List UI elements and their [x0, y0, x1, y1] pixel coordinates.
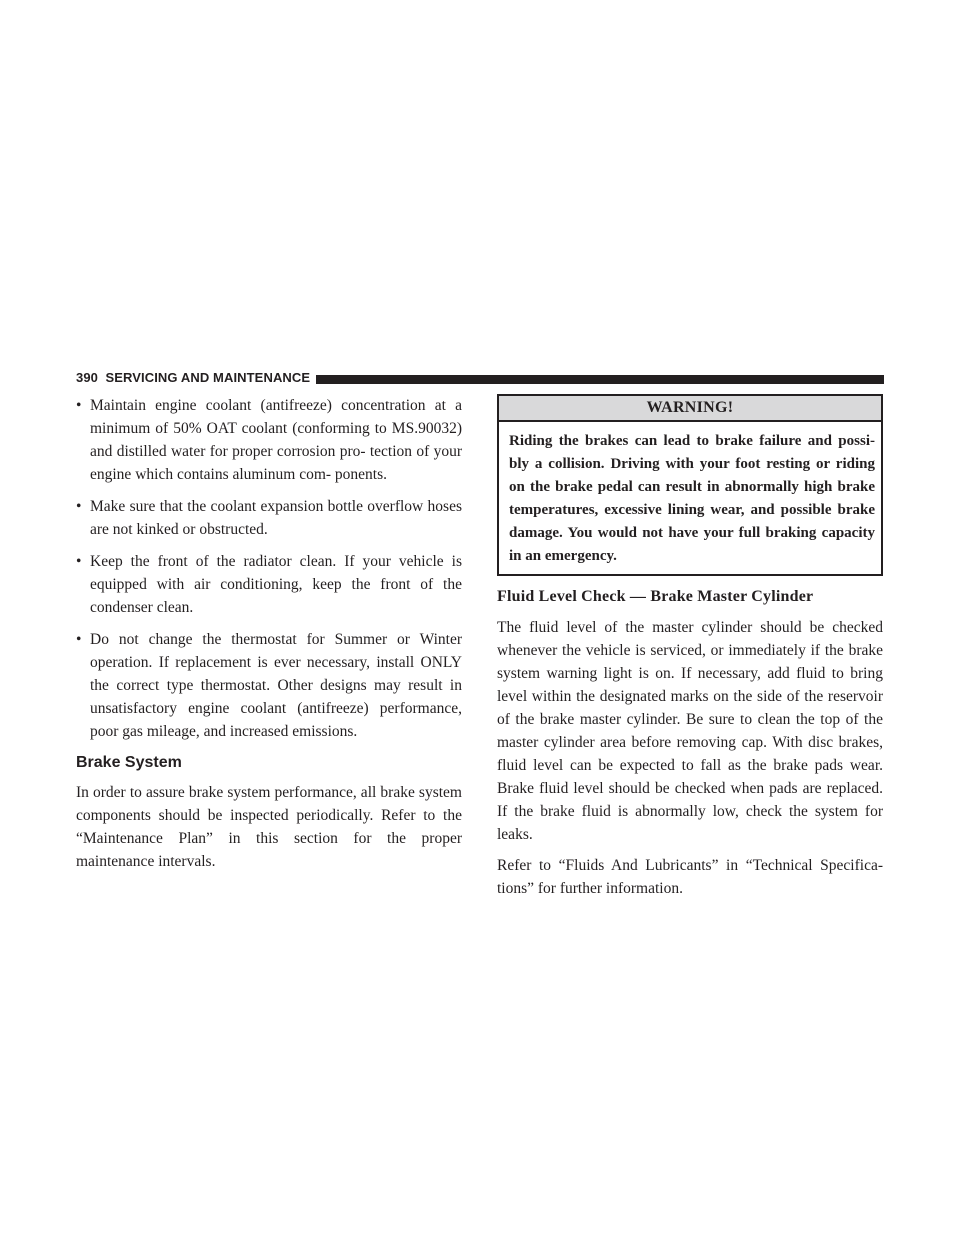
- list-item: [76, 495, 462, 541]
- list-item: [76, 394, 462, 486]
- coolant-bullet-list: [76, 394, 462, 743]
- section-title: SERVICING AND MAINTENANCE: [105, 370, 311, 385]
- brake-system-heading: Brake System: [76, 754, 182, 771]
- page-number: 390: [76, 370, 98, 385]
- bullet-glyph: •: [76, 397, 82, 414]
- bullet-glyph: •: [76, 553, 82, 570]
- warning-box: [497, 394, 883, 576]
- bullet-glyph: •: [76, 631, 82, 648]
- bullet-text: Do not change the thermostat for Summer or Winter operation. If replacement is ever necessary, install ONLY the correct type thermostat. Other designs may result in unsatisfactory engine coolant (antifreeze) performance, poor gas mileage, and increased emissions.: [90, 631, 462, 740]
- brake-system-paragraph: In order to assure brake system performance, all brake system components should be inspected periodically. Refer to the “Maintenance Plan” in this section for the proper maintenance intervals.: [76, 784, 462, 870]
- list-item: [76, 628, 462, 743]
- left-column: [76, 394, 462, 881]
- bullet-glyph: •: [76, 498, 82, 515]
- warning-text: Riding the brakes can lead to brake failure and possi- bly a collision. Driving with your foot resting or riding on the brake pedal can result in abnormally high brake temperatures, excessive lining wear, and possible brake damage. You would not have your full braking capacity in an emergency.: [509, 433, 875, 564]
- warning-title: WARNING!: [499, 396, 881, 422]
- list-item: [76, 550, 462, 619]
- fluid-check-paragraph: The fluid level of the master cylinder should be checked whenever the vehicle is serviced, or immediately if the brake system warning light is on. If necessary, add fluid to bring level within the designated marks on the side of the reservoir of the brake master cylinder. Be sure to clean the top of the master cylinder area before removing cap. With disc brakes, fluid level can be expected to fall as the brake pads wear. Brake fluid level should be checked when pads are replaced. If the brake fluid is abnormally low, check the system for leaks.: [497, 619, 883, 843]
- bullet-text: Maintain engine coolant (antifreeze) concentration at a minimum of 50% OAT coolant (conforming to MS.90032) and distilled water for proper corrosion pro- tection of your engine which contains aluminum com- ponents.: [90, 397, 462, 483]
- page-header: [76, 371, 884, 385]
- fluid-reference-paragraph: Refer to “Fluids And Lubricants” in “Technical Specifica- tions” for further information.: [497, 857, 883, 897]
- right-column: [497, 394, 883, 908]
- header-label: [76, 371, 316, 385]
- bullet-text: Make sure that the coolant expansion bottle overflow hoses are not kinked or obstructed.: [90, 498, 462, 538]
- bullet-text: Keep the front of the radiator clean. If your vehicle is equipped with air conditioning, keep the front of the condenser clean.: [90, 553, 462, 616]
- fluid-check-heading: Fluid Level Check — Brake Master Cylinder: [497, 588, 814, 605]
